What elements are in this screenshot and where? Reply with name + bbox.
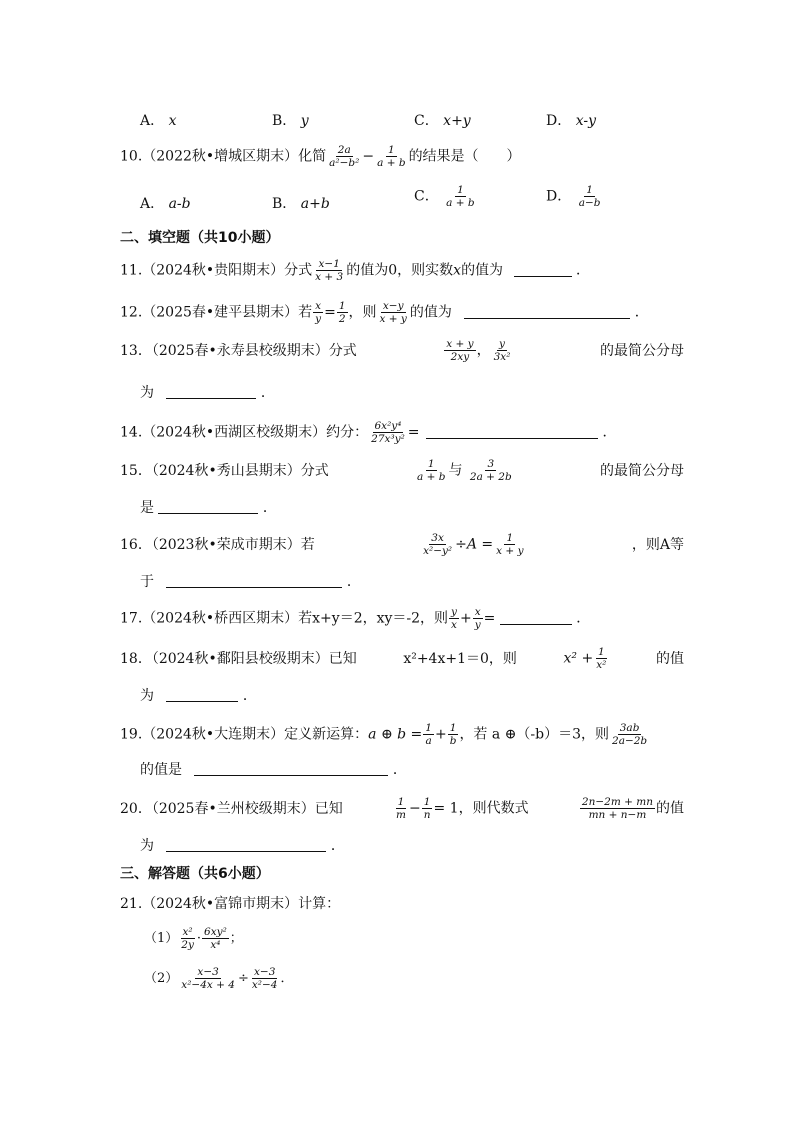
q10-option-d: D． $\frac{1}{a-b}$ [546,184,601,209]
answer-blank[interactable] [166,573,342,588]
question-19: 19.（2024秋•大连期末）定义新运算：a ⊕ b = $\frac{1}{a}$ + $\frac{1}{b}$ ，若 a ⊕（-b）＝3，则 $\frac{3ab}{2a-2b}$ [120,722,648,747]
answer-blank[interactable] [464,304,630,319]
question-17: 17.（2024秋•桥西区期末）若x+y＝2，xy＝-2，则 $\frac{y}{x}$ + $\frac{x}{y}$ = ． [120,606,591,631]
q10-option-b: B． a+b [272,196,330,212]
answer-blank[interactable] [514,262,572,277]
question-21-part-2: （2） $\frac{x-3}{\text{x²−4x + 4}}$ ÷ $\frac{x-3}{\text{x²−4}}$ ． [144,966,294,991]
question-21-part-1: （1） $\frac{\text{x²}}{2y}$ · $\frac{\text{6xy²}}{\text{x⁴}}$ ； [144,926,243,951]
question-15: 15．（2024秋•秀山县期末）分式 $\frac{1}{a + b}$ 与 $\frac{3}{2a + 2b}$ 的最简公分母 [120,458,684,483]
answer-blank[interactable] [158,499,258,514]
question-16-line2: 于 ． [140,574,361,590]
question-20: 20．（2025春•兰州校级期末）已知 $\frac{1}{m}$ − $\frac{1}{n}$ = 1，则代数式 $\frac{2n-2m + mn}{mn + n-m}$ 的值 [120,796,684,821]
answer-blank[interactable] [500,610,572,625]
q9-option-c: C． x+y [414,113,471,129]
q9-option-b: B． y [272,113,309,129]
q9-option-a: A． x [140,113,177,129]
question-12: 12.（2025春•建平县期末）若 $\frac{x}{y}$ = $\frac{1}{2}$ ，则 $\frac{x-y}{x + y}$ 的值为 ． [120,300,649,325]
question-18: 18．（2024秋•鄱阳县校级期末）已知 x²+4x+1＝0，则 x² + $\frac{1}{\text{x²}}$ 的值 [120,646,684,671]
answer-blank[interactable] [166,687,238,702]
section-3-heading: 三、解答题（共6小题） [120,866,270,882]
question-13-line2: 为 ． [140,385,275,401]
answer-blank[interactable] [426,424,598,439]
question-10: 10.（2022秋•增城区期末）化简 $\frac{2a}{\text{a²−b²}}$ − $\frac{1}{a + b}$ 的结果是（ ） [120,144,521,169]
section-2-heading: 二、填空题（共10小题） [120,230,280,246]
question-20-line2: 为 ． [140,838,345,854]
answer-blank[interactable] [194,761,388,776]
q9-option-d: D． x-y [546,113,596,129]
question-11: 11.（2024秋•贵阳期末）分式 $\frac{x-1}{x + 3}$ 的值为0，则实数x的值为 ． [120,258,590,283]
question-15-line2: 是 ． [140,500,277,516]
q10-option-c: C． $\frac{1}{a + b}$ [414,184,475,209]
answer-blank[interactable] [166,837,326,852]
question-14: 14.（2024秋•西湖区校级期末）约分： $\frac{\text{6x²y⁴}}{\text{27x³y²}}$ = ． [120,420,617,445]
question-13: 13．（2025春•永寿县校级期末）分式 $\frac{x + y}{2xy}$ ， $\frac{y}{\text{3x²}}$ 的最简公分母 [120,338,684,363]
question-19-line2: 的值是 ． [140,762,407,778]
question-21: 21.（2024秋•富锦市期末）计算： [120,896,341,912]
question-18-line2: 为 ． [140,688,257,704]
answer-blank[interactable] [166,384,256,399]
question-16: 16．（2023秋•荣成市期末）若 $\frac{3x}{\text{x²−y²}}$ ÷A = $\frac{1}{x + y}$ ，则A等 [120,532,684,557]
q10-option-a: A． a-b [140,196,191,212]
